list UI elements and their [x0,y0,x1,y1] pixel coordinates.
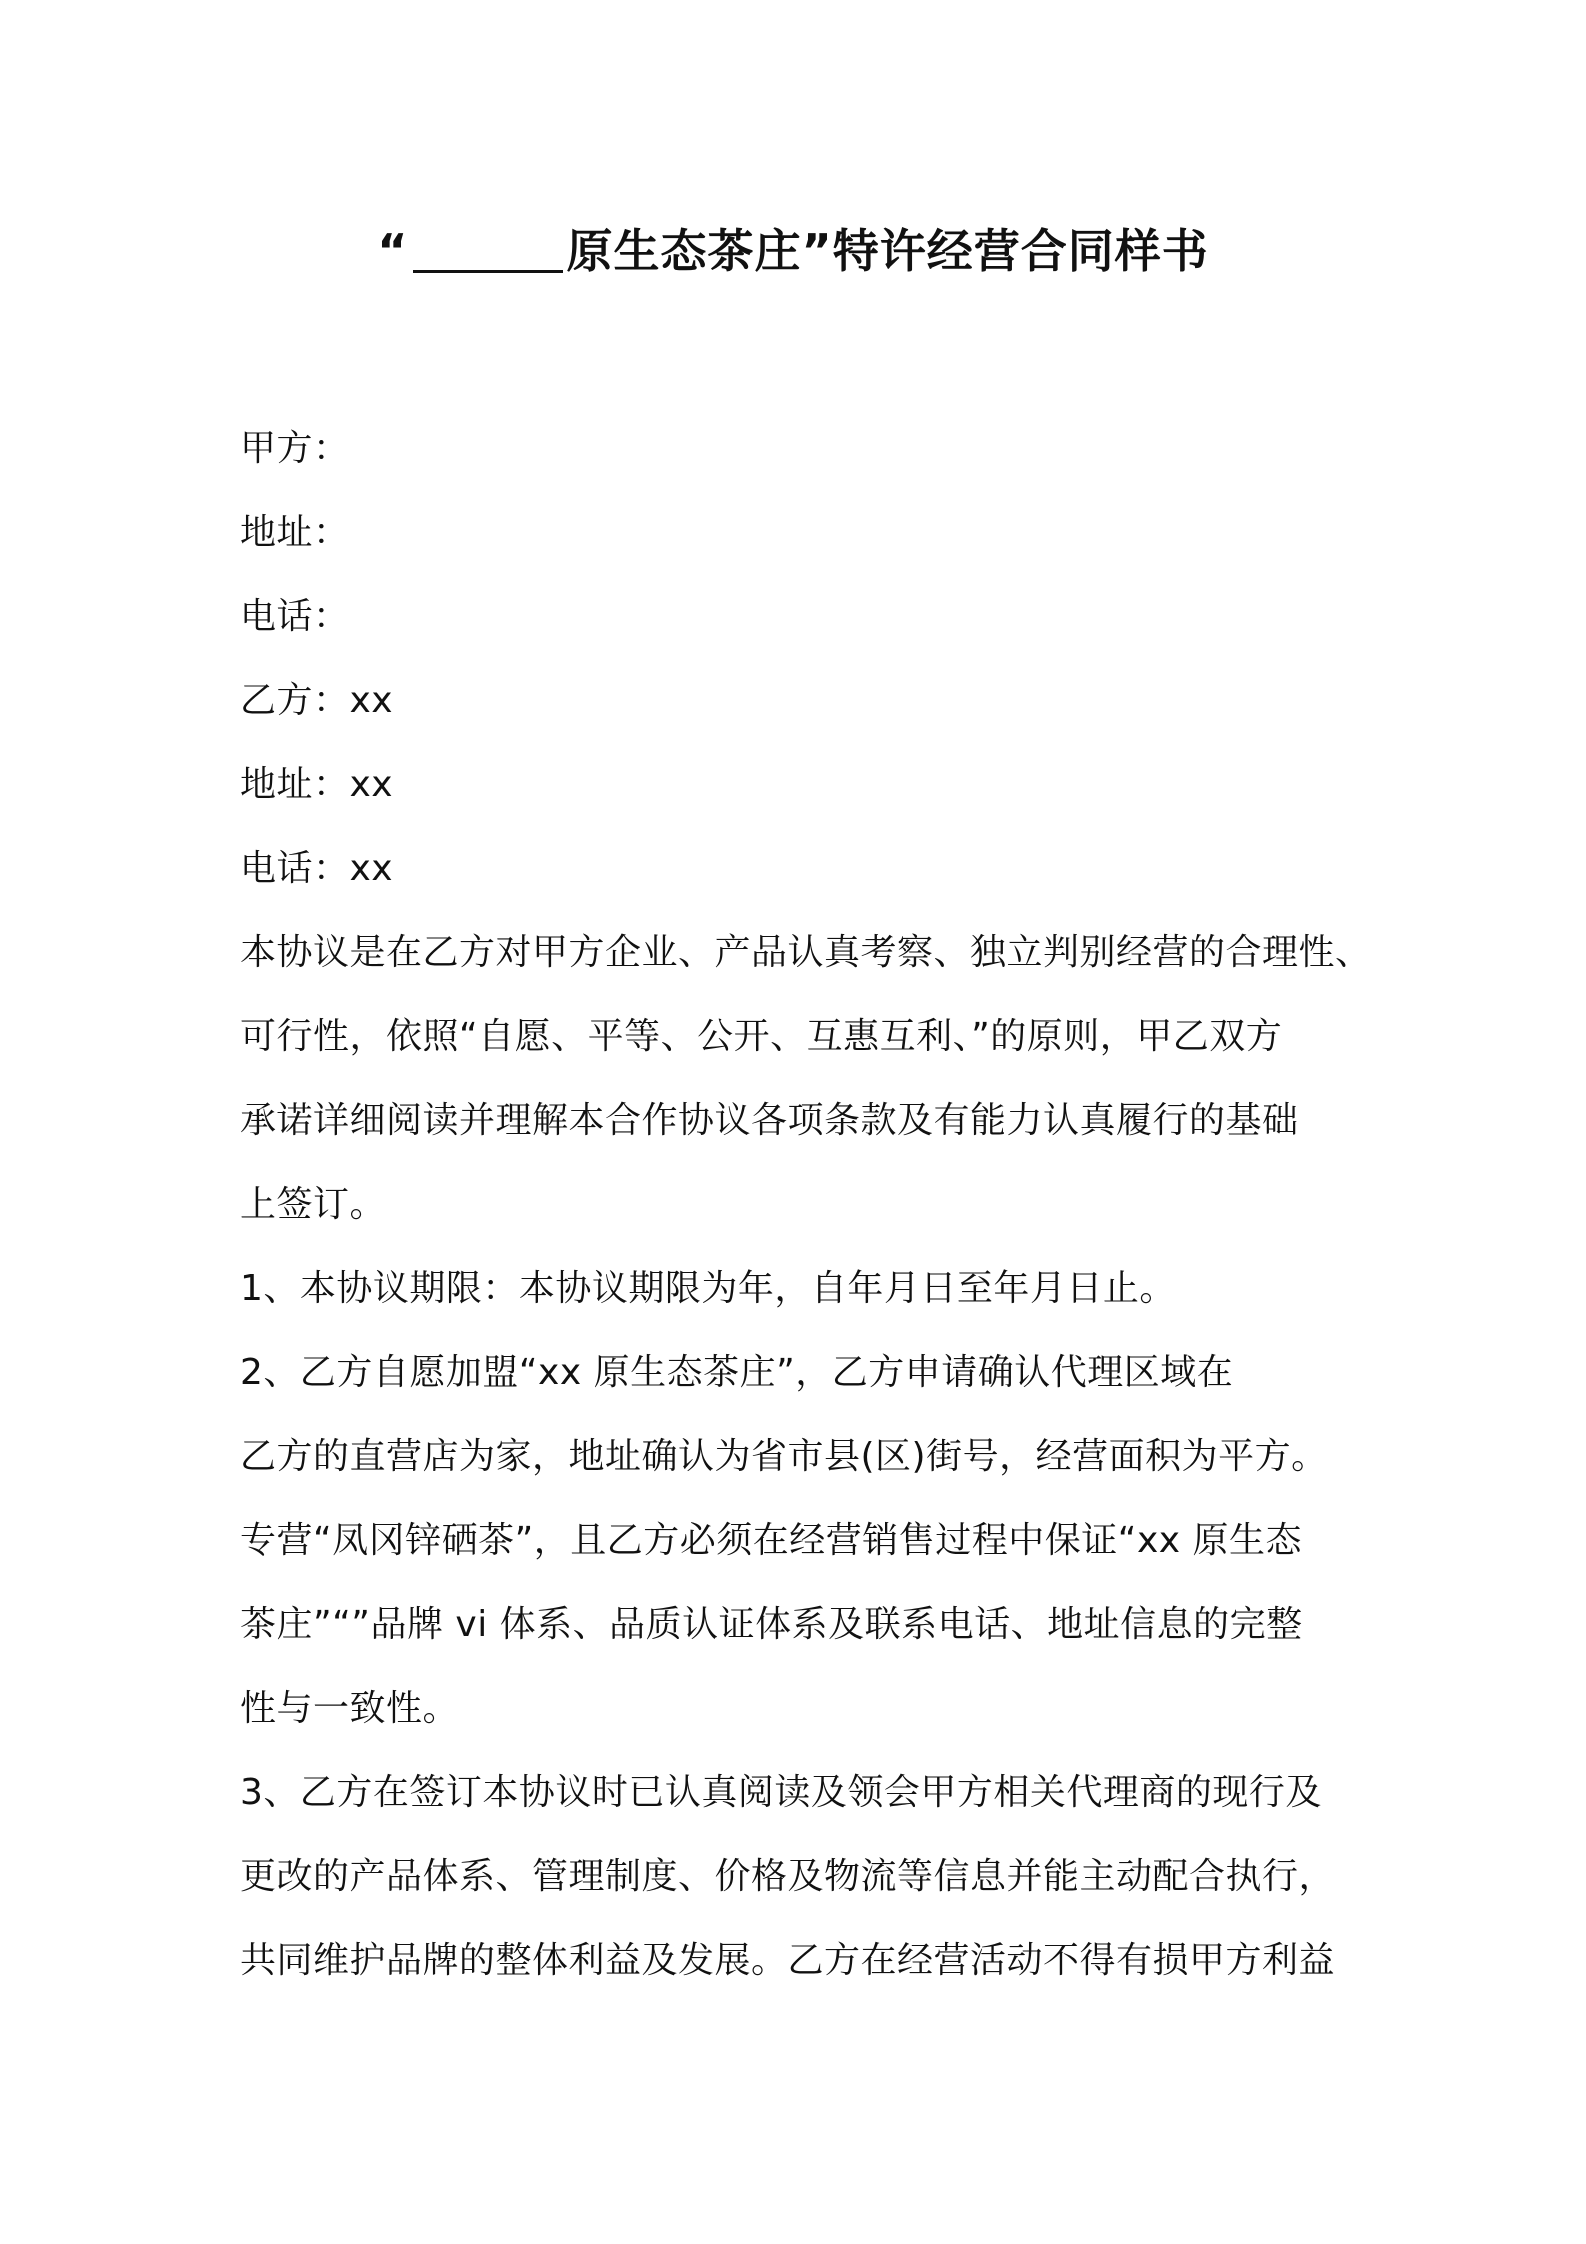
party-a-phone: 电话： [240,596,350,637]
clause-2-line: 茶庄”“”品牌 vi 体系、品质认证体系及联系电话、地址信息的完整 [240,1604,1303,1645]
intro-line: 上签订。 [240,1184,387,1225]
document-title [0,215,1586,281]
intro-line: 可行性，依照“自愿、平等、公开、互惠互利、”的原则，甲乙双方 [240,1016,1283,1057]
title-prefix: “ [377,224,409,278]
clause-2-line: 性与一致性。 [240,1688,460,1729]
party-a-label: 甲方： [240,428,350,469]
party-b-address: 地址：xx [240,764,394,805]
intro-line: 承诺详细阅读并理解本合作协议各项条款及有能力认真履行的基础 [240,1100,1299,1141]
clause-3-line: 更改的产品体系、管理制度、价格及物流等信息并能主动配合执行， [240,1856,1336,1897]
clause-3-line: 3、乙方在签订本协议时已认真阅读及领会甲方相关代理商的现行及 [240,1772,1322,1813]
party-a-address: 地址： [240,512,350,553]
intro-line: 本协议是在乙方对甲方企业、产品认真考察、独立判别经营的合理性、 [240,932,1372,973]
clause-2-line: 2、乙方自愿加盟“xx 原生态茶庄”，乙方申请确认代理区域在 [240,1352,1234,1393]
title-suffix: 原生态茶庄”特许经营合同样书 [566,224,1209,278]
party-b-label: 乙方：xx [240,680,394,721]
clause-3-line: 共同维护品牌的整体利益及发展。乙方在经营活动不得有损甲方利益 [240,1940,1336,1981]
document-body [240,407,1372,2003]
party-b-phone: 电话：xx [240,848,394,889]
clause-1-line: 1、本协议期限：本协议期限为年，自年月日至年月日止。 [240,1268,1176,1309]
title-blank-line [413,230,563,273]
clause-2-line: 乙方的直营店为家，地址确认为省市县(区)街号，经营面积为平方。 [240,1436,1328,1477]
clause-2-line: 专营“凤冈锌硒茶”，且乙方必须在经营销售过程中保证“xx 原生态 [240,1520,1303,1561]
